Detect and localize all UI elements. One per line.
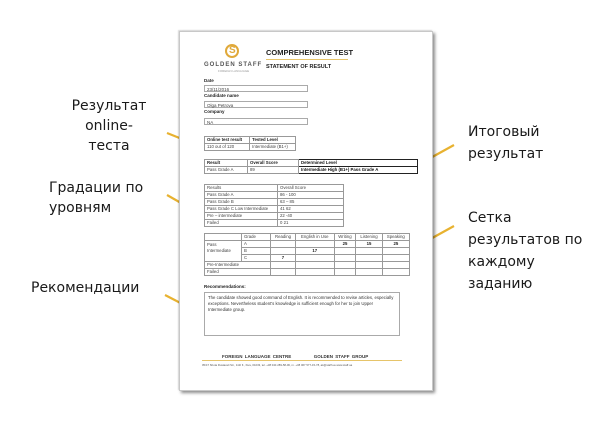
annotation-line: Сетка xyxy=(468,210,512,226)
grid-cell xyxy=(356,262,382,269)
candidate-label: Candidate name xyxy=(204,93,239,98)
grid-reading xyxy=(271,241,296,248)
grid-writing: 25 xyxy=(334,241,356,248)
annotation-recommendations xyxy=(31,278,139,298)
footer-titles xyxy=(222,354,368,359)
annotation-line: результатов по xyxy=(468,232,583,248)
date-field: 23/11/2016 xyxy=(204,85,308,92)
overall-score-header: Overall Score xyxy=(248,160,299,167)
document-subtitle: STATEMENT OF RESULT xyxy=(266,64,332,70)
logo-tagline: FOREIGN LANGUAGE xyxy=(218,69,250,73)
logo-letter: S xyxy=(229,45,236,56)
annotation-line: Рекомендации xyxy=(31,280,140,296)
result-header: Result xyxy=(205,160,248,167)
recommendations-label: Recommendations: xyxy=(204,284,246,289)
determined-level-value: Intermediate High (B1+) Pass Grade A xyxy=(299,167,418,174)
overall-score-value: 89 xyxy=(248,167,299,174)
title-divider xyxy=(266,59,348,60)
annotation-line: заданию xyxy=(468,276,533,292)
annotation-line: результат xyxy=(468,146,544,162)
footer-right: GOLDEN STAFF GROUP xyxy=(313,354,369,359)
grid-cell xyxy=(334,262,356,269)
grid-header-writing: Writing xyxy=(334,234,356,241)
grid-english: 17 xyxy=(295,248,334,255)
grid-cell xyxy=(356,269,382,276)
grid-group-line: Pass xyxy=(207,242,217,247)
grid-writing xyxy=(334,248,356,255)
grid-cell xyxy=(295,262,334,269)
grid-cell xyxy=(271,262,296,269)
grid-grade: B xyxy=(242,248,271,255)
annotation-line: Итоговый xyxy=(468,124,540,140)
grid-header-speaking: Speaking xyxy=(382,234,409,241)
grades-table xyxy=(204,184,344,227)
grid-english xyxy=(295,241,334,248)
grid-grade: A xyxy=(242,241,271,248)
online-test-value: 110 out of 120 xyxy=(205,144,250,151)
footer-left: FOREIGN LANGUAGE CENTRE xyxy=(222,354,292,359)
footer-divider xyxy=(202,360,402,361)
grid-group-line: Intermediate xyxy=(207,247,231,253)
footer-address: 05/47 Shota Rustaveli Str., 11th fl., Kiev, 01033, tel. +38 044 289-58-06, m. +38 067 577-15-78, ak@staff.ua www.staff.ua xyxy=(202,363,353,367)
annotation-grade-levels xyxy=(49,178,143,218)
grid-speaking: 25 xyxy=(382,241,409,248)
grid-cell xyxy=(334,269,356,276)
candidate-field: Olga Petrova xyxy=(204,101,308,108)
determined-level-header: Determined Level xyxy=(299,160,418,167)
grid-cell xyxy=(382,262,409,269)
online-test-table xyxy=(204,136,296,151)
result-value: Pass Grade A xyxy=(205,167,248,174)
annotation-line: online-теста xyxy=(85,118,133,154)
grade-name: Failed xyxy=(205,220,278,227)
annotation-line: каждому xyxy=(468,254,535,270)
scores-grid-table xyxy=(204,233,410,276)
company-field: NA xyxy=(204,118,308,125)
grid-header-blank xyxy=(205,234,242,241)
grid-pre-intermediate: Pre-Intermediate xyxy=(205,262,271,269)
tested-level-header: Tested Level xyxy=(250,137,296,144)
grade-name: Pass Grade C Low Intermediate xyxy=(205,206,278,213)
grid-grade: C xyxy=(242,255,271,262)
logo-brand: GOLDEN STAFF xyxy=(204,62,263,68)
company-label: Company xyxy=(204,109,225,114)
recommendations-text: The candidate showed good command of English. It is recommended to revise articles, especially exceptions. Nevertheless student's knowledge is sufficient enough for her to join Upper Intermediate group. xyxy=(204,292,400,336)
grid-cell xyxy=(382,269,409,276)
annotation-line: уровням xyxy=(49,200,112,216)
grid-speaking xyxy=(382,248,409,255)
document-title: COMPREHENSIVE TEST xyxy=(266,48,354,57)
grade-name: Pass Grade A xyxy=(205,192,278,199)
grades-header-score: Overall Score xyxy=(278,185,344,192)
grade-range: 41 62 xyxy=(278,206,344,213)
tested-level-value: Intermediate (B1+) xyxy=(250,144,296,151)
grade-name: Pass Grade B xyxy=(205,199,278,206)
result-table xyxy=(204,159,418,174)
grade-range: 63 – 85 xyxy=(278,199,344,206)
grid-header-english: English in Use xyxy=(295,234,334,241)
grid-cell xyxy=(295,269,334,276)
grade-range: 22 -40 xyxy=(278,213,344,220)
date-label: Date xyxy=(204,78,214,83)
grid-reading: 7 xyxy=(271,255,296,262)
online-test-header: Online test result xyxy=(205,137,250,144)
grid-writing xyxy=(334,255,356,262)
annotation-final-result xyxy=(468,121,543,165)
annotation-online-test xyxy=(66,96,152,156)
grid-reading xyxy=(271,248,296,255)
grid-english xyxy=(295,255,334,262)
grid-listening: 15 xyxy=(356,241,382,248)
grid-cell xyxy=(271,269,296,276)
grid-listening xyxy=(356,255,382,262)
grid-listening xyxy=(356,248,382,255)
grade-name: Pre – intermediate xyxy=(205,213,278,220)
grid-speaking xyxy=(382,255,409,262)
annotation-line: Градации по xyxy=(49,180,144,196)
grid-header-grade: Grade xyxy=(242,234,271,241)
document-page xyxy=(179,31,433,391)
grid-group-label xyxy=(205,241,242,262)
grade-range: 0 21 xyxy=(278,220,344,227)
grades-header-results: Results xyxy=(205,185,278,192)
grid-header-listening: Listening xyxy=(356,234,382,241)
annotation-line: Результат xyxy=(71,98,147,114)
grade-range: 86 - 100 xyxy=(278,192,344,199)
annotation-scores-grid xyxy=(468,207,582,295)
grid-failed: Failed xyxy=(205,269,271,276)
grid-header-reading: Reading xyxy=(271,234,296,241)
